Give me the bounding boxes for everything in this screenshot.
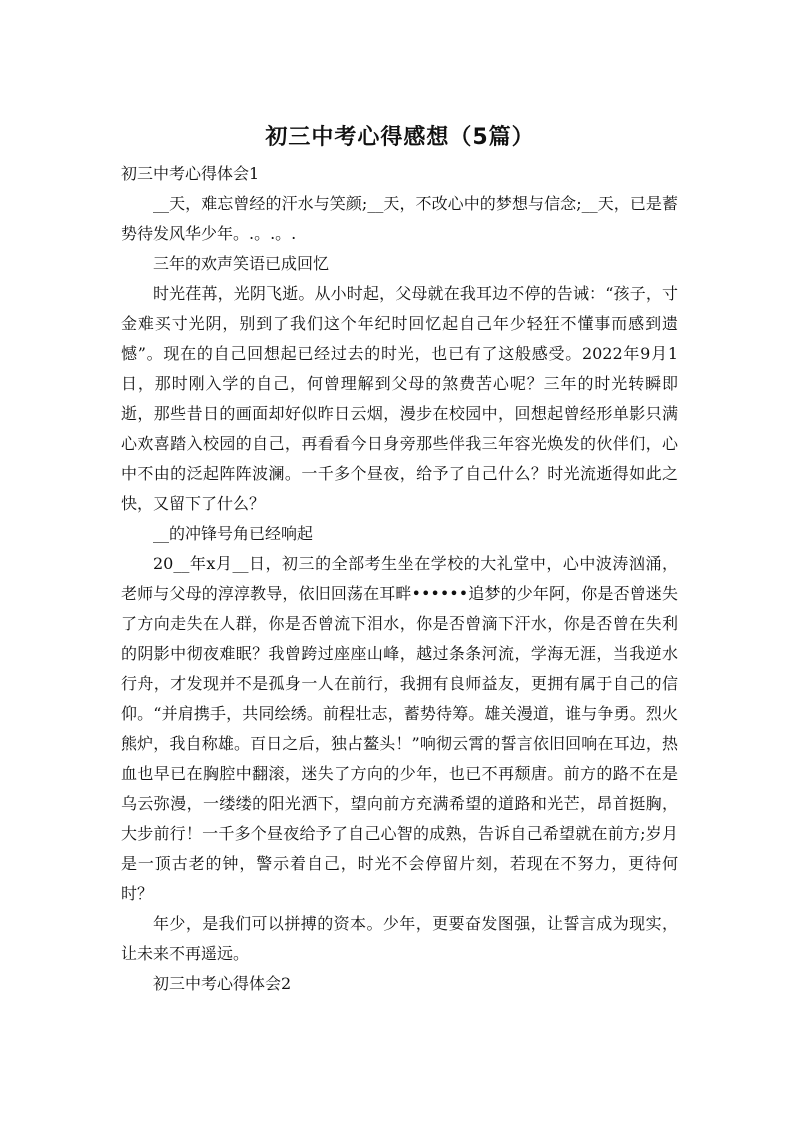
document-title: 初三中考心得感想（5篇） bbox=[265, 125, 535, 150]
subheading-memories: 三年的欢声笑语已成回忆 bbox=[153, 254, 330, 273]
subheading-bugle: __的冲锋号角已经响起 bbox=[153, 524, 314, 543]
paragraph-youth: 年少，是我们可以拼搏的资本。少年，更要奋发图强，让誓言成为现实，让未来不再遥远。 bbox=[121, 914, 678, 963]
section-heading-2: 初三中考心得体会2 bbox=[153, 974, 292, 993]
section-heading: 初三中考心得体会1 bbox=[121, 164, 260, 183]
document-body bbox=[121, 159, 678, 999]
paragraph-intro: __天，难忘曾经的汗水与笑颜;__天，不改心中的梦想与信念;__天，已是蓄势待发风华少年。.。.。. bbox=[121, 194, 678, 243]
paragraph-time: 时光荏苒，光阴飞逝。从小时起，父母就在我耳边不停的告诫：“孩子，寸金难买寸光阴，别到了我们这个年纪时回忆起自己年少轻狂不懂事而感到遗憾”。现在的自己回想起已经过去的时光，也已有了这般感受。2022年9月1日，那时刚入学的自己，何曾理解到父母的煞费苦心呢？三年的时光转瞬即逝，那些昔日的画面却好似昨日云烟，漫步在校园中，回想起曾经形单影只满心欢喜踏入校园的自己，再看看今日身旁那些伴我三年容光焕发的伙伴们，心中不由的泛起阵阵波澜。一千多个昼夜，给予了自己什么？时光流逝得如此之快，又留下了什么？ bbox=[121, 284, 678, 513]
paragraph-oath: 20__年x月__日，初三的全部考生坐在学校的大礼堂中，心中波涛汹涌，老师与父母的淳淳教导，依旧回荡在耳畔••••••追梦的少年阿，你是否曾迷失了方向走失在人群，你是否曾流下泪水，你是否曾滴下汗水，你是否曾在失利的阴影中彻夜难眠？我曾跨过座座山峰，越过条条河流，学海无涯，当我逆水行舟，才发现并不是孤身一人在前行，我拥有良师益友，更拥有属于自己的信仰。“并肩携手，共同绘绣。前程壮志，蓄势待筹。雄关漫道，谁与争勇。烈火熊炉，我自称雄。百日之后，独占鳌头！”响彻云霄的誓言依旧回响在耳边，热血也早已在胸腔中翻滚，迷失了方向的少年，也已不再颓唐。前方的路不在是乌云弥漫，一缕缕的阳光洒下，望向前方充满希望的道路和光芒，昂首挺胸，大步前行！一千多个昼夜给予了自己心智的成熟，告诉自己希望就在前方;岁月是一顶古老的钟，警示着自己，时光不会停留片刻，若现在不努力，更待何时？ bbox=[121, 554, 678, 903]
